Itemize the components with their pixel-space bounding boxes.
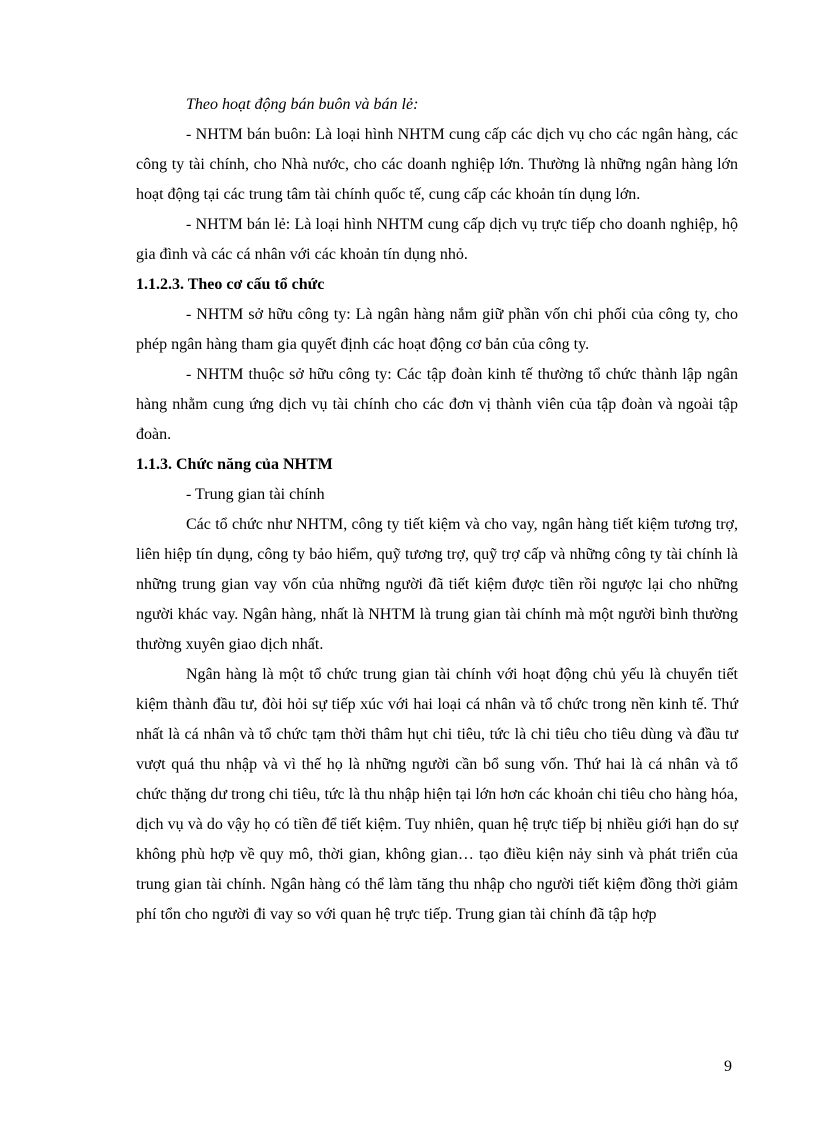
paragraph-wholesale-bank: - NHTM bán buôn: Là loại hình NHTM cung cấp các dịch vụ cho các ngân hàng, các công ty tài chính, cho Nhà nước, cho các doanh nghiệp lớn. Thường là những ngân hàng lớn hoạt động tại các trung tâm tài chính quốc tế, cung cấp các khoản tín dụng lớn. <box>136 126 738 203</box>
paragraph-bank-intermediary-role: Ngân hàng là một tổ chức trung gian tài chính với hoạt động chủ yếu là chuyển tiết kiệm thành đầu tư, đòi hỏi sự tiếp xúc với hai loại cá nhân và tổ chức trong nền kinh tế. Thứ nhất là cá nhân và tổ chức tạm thời thâm hụt chi tiêu, tức là chi tiêu cho tiêu dùng và đầu tư vượt quá thu nhập và vì thế họ là những người cần bổ sung vốn. Thứ hai là cá nhân và tổ chức thặng dư trong chi tiêu, tức là thu nhập hiện tại lớn hơn các khoản chi tiêu cho hàng hóa, dịch vụ và do vậy họ có tiền để tiết kiệm. Tuy nhiên, quan hệ trực tiếp bị nhiều giới hạn do sự không phù hợp về quy mô, thời gian, không gian… tạo điều kiện nảy sinh và phát triển của trung gian tài chính. Ngân hàng có thể làm tăng thu nhập cho người tiết kiệm đồng thời giảm phí tổn cho người đi vay so với quan hệ trực tiếp. Trung gian tài chính đã tập hợp <box>136 666 738 923</box>
page-content <box>136 90 738 930</box>
page-number: 9 <box>724 1058 732 1075</box>
paragraph-intermediary-institutions: Các tổ chức như NHTM, công ty tiết kiệm và cho vay, ngân hàng tiết kiệm tương trợ, liên hiệp tín dụng, công ty bảo hiểm, quỹ tương trợ, quỹ trợ cấp và những công ty tài chính là những trung gian vay vốn của những người đã tiết kiệm được tiền rồi ngược lại cho những người khác vay. Ngân hàng, nhất là NHTM là trung gian tài chính mà một người bình thường thường xuyên giao dịch nhất. <box>136 516 738 653</box>
paragraph-retail-bank: - NHTM bán lẻ: Là loại hình NHTM cung cấp dịch vụ trực tiếp cho doanh nghiệp, hộ gia đình và các cá nhân với các khoản tín dụng nhỏ. <box>136 216 738 263</box>
subheading-wholesale-retail: Theo hoạt động bán buôn và bán lẻ: <box>186 96 419 113</box>
paragraph-company-owned-bank: - NHTM thuộc sở hữu công ty: Các tập đoàn kinh tế thường tổ chức thành lập ngân hàng nhằm cung ứng dịch vụ tài chính cho các đơn vị thành viên của tập đoàn và ngoài tập đoàn. <box>136 366 738 443</box>
list-item-financial-intermediary: - Trung gian tài chính <box>186 486 325 503</box>
section-heading-1-1-3: 1.1.3. Chức năng của NHTM <box>136 456 333 473</box>
paragraph-bank-owns-company: - NHTM sở hữu công ty: Là ngân hàng nắm giữ phần vốn chi phối của công ty, cho phép ngân hàng tham gia quyết định các hoạt động cơ bản của công ty. <box>136 306 738 353</box>
section-heading-1-1-2-3: 1.1.2.3. Theo cơ cấu tổ chức <box>136 276 325 293</box>
